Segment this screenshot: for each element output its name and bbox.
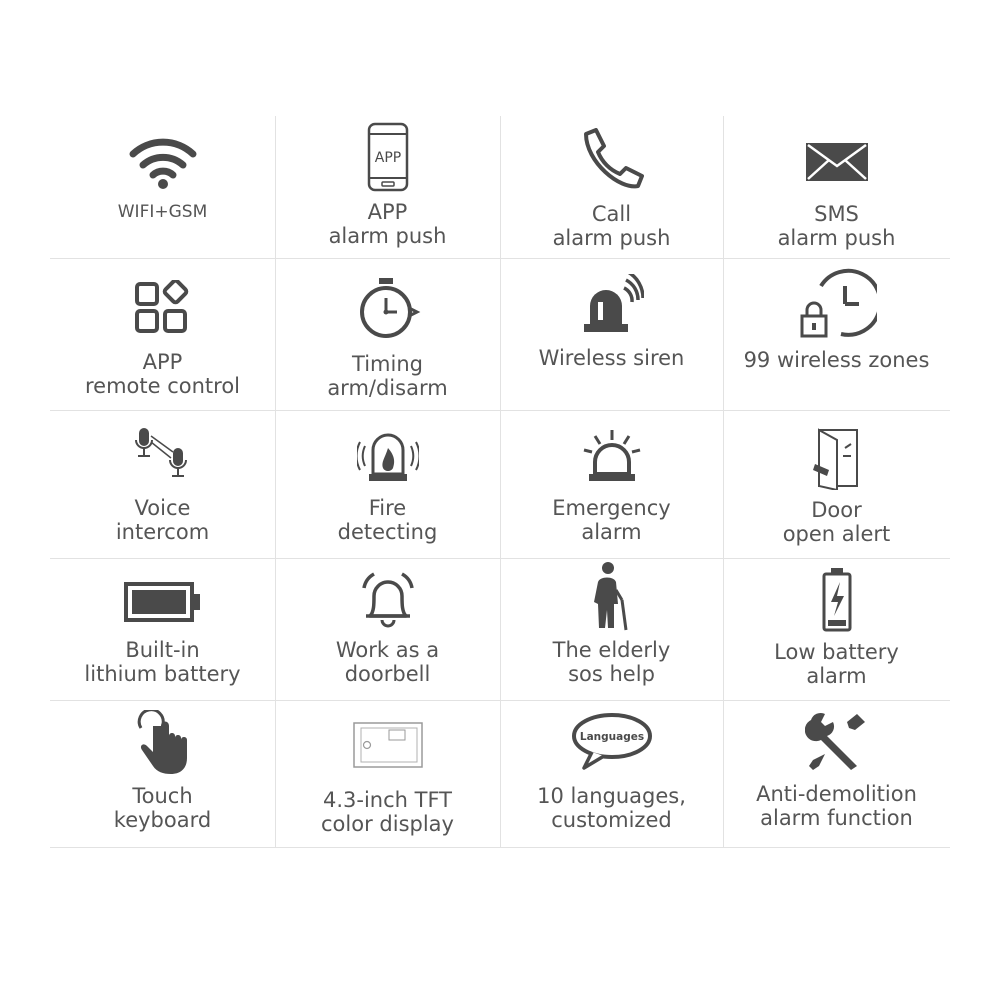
feature-cell	[723, 116, 950, 258]
feature-label: Call alarm push	[552, 202, 671, 250]
feature-cell	[275, 258, 500, 410]
tools-icon	[805, 710, 869, 772]
feature-label: Emergency alarm	[552, 496, 671, 544]
app-grid-icon	[134, 280, 192, 336]
feature-cell	[500, 116, 723, 258]
bell-icon	[358, 570, 418, 632]
feature-cell	[275, 116, 500, 258]
feature-label: WIFI+GSM	[117, 202, 208, 222]
feature-cell	[50, 116, 275, 258]
battery-icon	[124, 582, 202, 622]
feature-label: 4.3-inch TFT color display	[321, 788, 454, 836]
elderly-icon	[590, 560, 634, 632]
feature-grid	[50, 116, 950, 848]
feature-cell	[50, 258, 275, 410]
feature-cell	[275, 410, 500, 558]
feature-label: APP remote control	[84, 350, 241, 398]
siren-icon	[580, 274, 644, 338]
feature-label: APP alarm push	[328, 200, 447, 248]
feature-cell	[50, 700, 275, 847]
feature-cell	[275, 558, 500, 700]
feature-label: Voice intercom	[115, 496, 210, 544]
call-icon	[580, 128, 644, 190]
svg-text:APP: APP	[374, 150, 401, 166]
clock-lock-icon	[797, 268, 877, 342]
feature-cell	[500, 558, 723, 700]
door-icon	[813, 426, 861, 490]
feature-cell	[500, 410, 723, 558]
grid-divider	[50, 847, 950, 848]
feature-cell	[500, 258, 723, 410]
wifi-icon	[128, 132, 198, 190]
feature-label: Low battery alarm	[774, 640, 899, 688]
feature-label: Built-in lithium battery	[84, 638, 241, 686]
low-battery-icon	[821, 566, 853, 632]
feature-label: Work as a doorbell	[335, 638, 440, 686]
feature-cell	[500, 700, 723, 847]
feature-cell	[723, 700, 950, 847]
feature-label: 10 languages, customized	[537, 784, 686, 832]
display-icon	[353, 722, 423, 768]
emergency-light-icon	[581, 428, 643, 484]
feature-cell	[275, 700, 500, 847]
feature-label: Door open alert	[782, 498, 891, 546]
languages-bubble-icon	[570, 712, 654, 770]
touch-icon	[133, 710, 193, 776]
fire-alarm-icon	[357, 426, 419, 484]
feature-cell	[723, 258, 950, 410]
feature-label: The elderly sos help	[552, 638, 671, 686]
phone-app-icon	[366, 122, 410, 192]
svg-text:Languages: Languages	[579, 731, 644, 743]
feature-cell	[723, 558, 950, 700]
feature-label: 99 wireless zones	[743, 348, 930, 372]
feature-label: Anti-demolition alarm function	[756, 782, 917, 830]
feature-cell	[723, 410, 950, 558]
stopwatch-icon	[355, 276, 421, 340]
feature-cell	[50, 558, 275, 700]
feature-label: Wireless siren	[538, 346, 685, 370]
feature-label: SMS alarm push	[777, 202, 896, 250]
feature-label: Fire detecting	[337, 496, 438, 544]
feature-label: Timing arm/disarm	[327, 352, 448, 400]
feature-cell	[50, 410, 275, 558]
microphones-icon	[133, 424, 193, 484]
envelope-icon	[805, 142, 869, 182]
feature-label: Touch keyboard	[113, 784, 212, 832]
